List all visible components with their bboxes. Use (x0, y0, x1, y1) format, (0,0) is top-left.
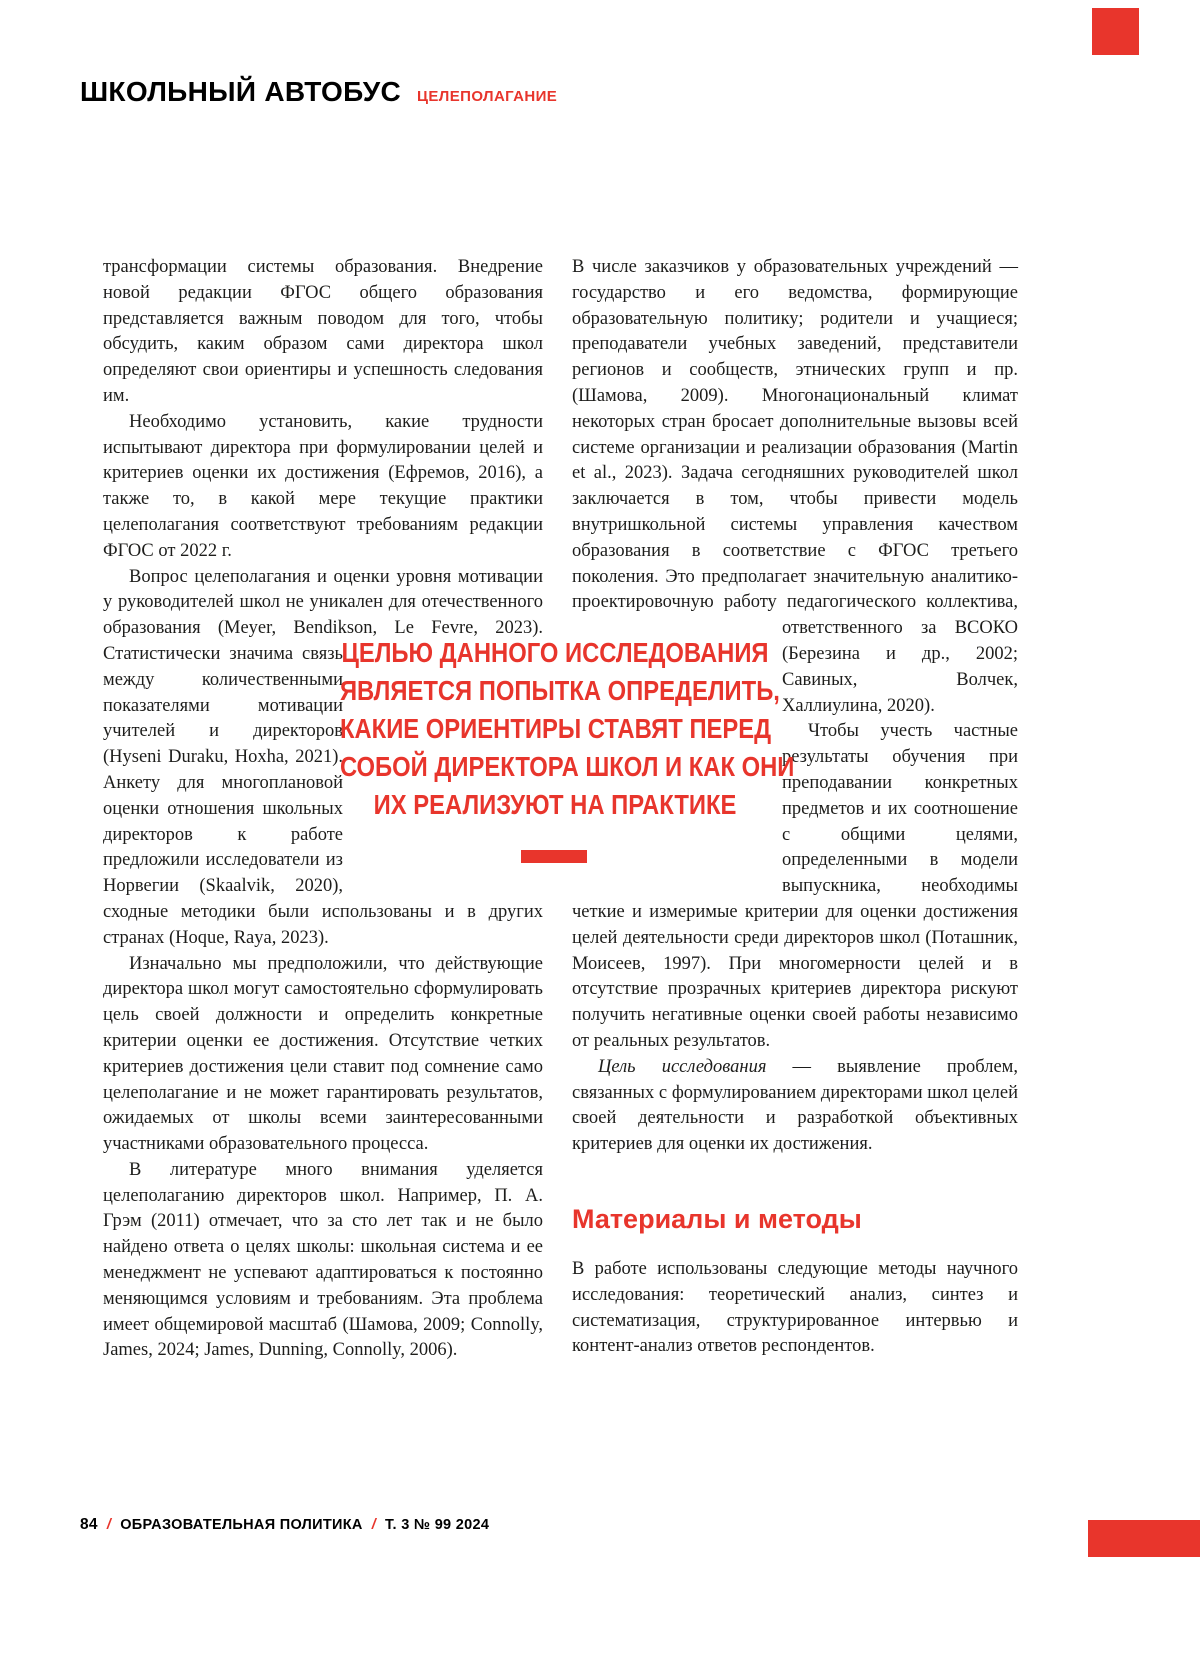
goal-lead: Цель исследования (598, 1056, 767, 1077)
section-label: ЦЕЛЕПОЛАГАНИЕ (417, 88, 558, 105)
pull-quote-dash (521, 850, 587, 863)
corner-marker-bottom (1088, 1520, 1200, 1557)
magazine-title: ШКОЛЬНЫЙ АВТОБУС (80, 76, 402, 107)
body-paragraph: В работе использованы следующие методы научного исследования: теоретический анализ, синтез и систематизация, структурированное интервью и контент-анализ ответов респондентов. (572, 1258, 1018, 1357)
page-footer (80, 1516, 489, 1534)
pull-quote-line: СОБОЙ ДИРЕКТОРА ШКОЛ И КАК ОНИ (339, 751, 795, 782)
body-paragraph: В литературе много внимания уделяется целеполаганию директоров школ. Например, П. А. Грэм (2011) отмечает, что за сто лет так и не было найдено ответа о целях школы: школьная система и ее менеджмент не успевают адаптироваться к постоянно меняющимся условиям и требованиям. Эта проблема имеет общемировой масштаб (Шамова, 2009; Connolly, James, 2024; James, Dunning, Connolly, 2006). (103, 1159, 543, 1361)
goal-paragraph (572, 1055, 1018, 1158)
page-header (80, 76, 557, 108)
body-paragraph: Изначально мы предположили, что действующие директора школ могут самостоятельно сформулировать цель своей должности и определить конкретные критерии оценки ее достижения. Отсутствие четких критериев достижения цели ставит под сомнение само целеполагание и не может гарантировать результатов, ожидаемых от школы всеми заинтересованными участниками образовательного процесса. (103, 953, 543, 1155)
footer-slash-icon: / (371, 1517, 377, 1533)
page-number: 84 (80, 1516, 98, 1533)
body-paragraph: В числе заказчиков у образовательных учреждений — государство и его ведомства, формирующие образовательную политику; родители и учащиеся; преподаватели учебных заведений, представители регионов и сообществ, этнических групп и пр. (Шамова, 2009). Многонациональный климат некоторых стран бросает дополнительные вызовы всей системе организации и реализации образования (Martin et al., 2023). Задача сегодняшних руководителей школ заключается в том, чтобы привести модель внутришкольной системы управления качеством образования в соответствие с ФГОС третьего поколения. Это предполагает значительную аналитико-проектировочную работу педагогического коллектива, ответственного за ВСОКО (Березина и др., 2002; Савиных, Волчек, Халлиулина, 2020). (572, 257, 1018, 716)
section-heading-materials-methods: Материалы и методы (572, 1203, 862, 1234)
pull-quote-line: КАКИЕ ОРИЕНТИРЫ СТАВЯТ ПЕРЕД (339, 713, 772, 744)
pull-quote-line: ЯВЛЯЕТСЯ ПОПЫТКА ОПРЕДЕЛИТЬ, (339, 675, 780, 706)
goal-text: — выявление проблем, связанных с формулированием директорами школ целей своей деятельности и разработкой объективных критериев для оценки их достижения. (572, 1056, 1019, 1155)
pull-quote-line: ИХ РЕАЛИЗУЮТ НА ПРАКТИКЕ (373, 789, 737, 820)
body-paragraph: Вопрос целеполагания и оценки уровня мотивации у руководителей школ не уникален для отечественного образования (Meyer, Bendikson, Le Fevre, 2023). Статистически значима связь между количественными показателями мотивации учителей и директоров (Hyseni Duraku, Hoxha, 2021). Анкету для многоплановой оценки отношения школьных директоров к работе предложили исследователи из Норвегии (Skaalvik, 2020), сходные методики были использованы и в других странах (Hoque, Raya, 2023). (103, 566, 543, 948)
pull-quote (339, 634, 795, 824)
body-paragraph: Необходимо установить, какие трудности испытывают директора при формулировании целей и критериев оценки их достижения (Ефремов, 2016), а также то, в какой мере текущие практики целеполагания соответствуют требованиям редакции ФГОС от 2022 г. (103, 411, 543, 561)
journal-name: ОБРАЗОВАТЕЛЬНАЯ ПОЛИТИКА (120, 1517, 363, 1533)
footer-slash-icon: / (106, 1517, 112, 1533)
issue-info: Т. 3 № 99 2024 (385, 1517, 490, 1533)
body-paragraph: трансформации системы образования. Внедрение новой редакции ФГОС общего образования представляется важным поводом для того, чтобы обсудить, каким образом сами директора школ определяют свои ориентиры и успешность следования им. (103, 257, 543, 406)
pull-quote-line: ЦЕЛЬЮ ДАННОГО ИССЛЕДОВАНИЯ (341, 637, 769, 668)
corner-marker-top (1092, 8, 1139, 55)
body-paragraph: Чтобы учесть частные результаты обучения при преподавании конкретных предметов и их соотношение с общими целями, определенными в модели выпускника, необходимы четкие и измеримые критерии для оценки достижения целей деятельности среди директоров школ (Поташник, Моисеев, 1997). При многомерности целей и в отсутствие прозрачных критериев директора рискуют получить негативные оценки своей работы независимо от реальных результатов. (572, 721, 1018, 1051)
